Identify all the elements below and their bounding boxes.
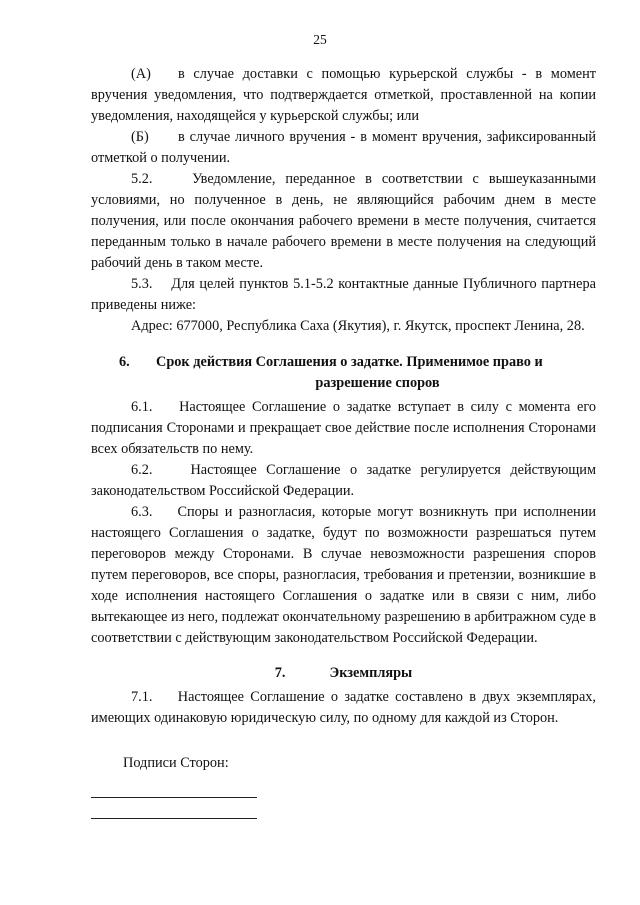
clause-number: 5.3. [131, 276, 153, 292]
clause-6-3 [91, 502, 596, 649]
clause-6-1 [91, 397, 596, 460]
clause-6-2 [91, 460, 596, 502]
clause-number: 6.3. [131, 504, 153, 520]
clause-text: Настоящее Соглашение о задатке вступает в силу с момента его подписания Сторонами и прекращает свое действие после исполнения Сторонами всех обязательств по нему. [91, 399, 597, 457]
document-body [91, 64, 596, 819]
clause-5-3 [91, 274, 596, 316]
item-label: (А) [131, 66, 151, 82]
section-title-line1: Срок действия Соглашения о задатке. Применимое право и [156, 354, 543, 370]
clause-number: 6.1. [131, 399, 153, 415]
clause-7-1 [91, 687, 596, 729]
section-title-line2: разрешение споров [315, 375, 440, 391]
signatures-label: Подписи Сторон: [123, 755, 229, 771]
clause-text: Для целей пунктов 5.1-5.2 контактные данные Публичного партнера приведены ниже: [91, 276, 596, 313]
clause-5-2 [91, 169, 596, 274]
clause-text: Споры и разногласия, которые могут возникнуть при исполнении настоящего Соглашения о задатке, будут по возможности разрешаться путем переговоров между Сторонами. В случае невозможности разрешения споров путем переговоров, все споры, разногласия, требования и претензии, возникшие в ходе исполнения настоящего Соглашения о задатке или в связи с ним, либо вытекающее из него, подлежат окончательному разрешению в арбитражном суде в соответствии с действующим законодательством Российской Федерации. [91, 504, 596, 646]
address-line: Адрес: 677000, Республика Саха (Якутия), г. Якутск, проспект Ленина, 28. [131, 318, 585, 334]
clause-text: Настоящее Соглашение о задатке составлено в двух экземплярах, имеющих одинаковую юридическую силу, по одному для каждой из Сторон. [91, 689, 597, 726]
page-number: 25 [313, 32, 327, 47]
section-7-heading [91, 663, 596, 684]
section-title: Экземпляры [329, 665, 413, 681]
clause-number: 6.2. [131, 462, 153, 478]
section-number: 6. [119, 354, 130, 370]
item-label: (Б) [131, 129, 149, 145]
signature-line [91, 818, 257, 819]
section-6-heading [91, 352, 596, 394]
section-number: 7. [274, 665, 286, 681]
clause-text: Уведомление, переданное в соответствии с вышеуказанными условиями, но полученное в день, не являющийся рабочим днем в месте получения, или после окончания рабочего времени в месте получения, считается переданным только в начале рабочего времени в месте получения на следующий рабочий день в таком месте. [91, 171, 596, 271]
item-a-text: в случае доставки с помощью курьерской службы - в момент вручения уведомления, что подтверждается отметкой, проставленной на копии уведомления, находящейся у курьерской службы; или [91, 66, 596, 124]
item-b-text: в случае личного вручения - в момент вручения, зафиксированный отметкой о получении. [91, 129, 596, 166]
clause-text: Настоящее Соглашение о задатке регулируется действующим законодательством Российской Федерации. [91, 462, 596, 499]
clause-number: 7.1. [131, 689, 153, 705]
signature-line [91, 797, 257, 798]
clause-number: 5.2. [131, 171, 153, 187]
